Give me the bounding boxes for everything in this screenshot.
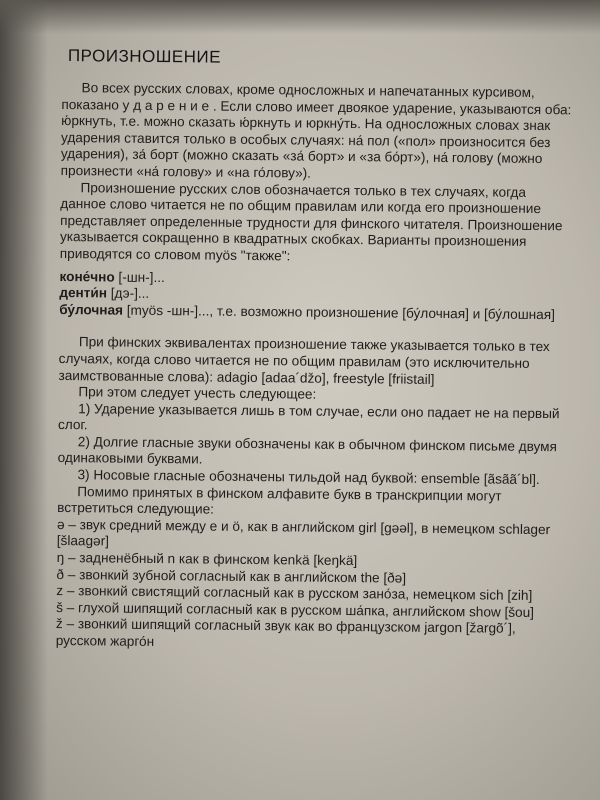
symbol-item: z – звонкий свистящий согласный как в русском зано́за, немецком sich [zih]	[56, 583, 533, 604]
paragraph-letters: Помимо принятых в финском алфавите букв в транскрипции могут встретиться следующие:	[57, 483, 502, 517]
paragraph-stress: Во всех русских словах, кроме односложных и напечатанных курсивом, показано у д а р е н и е . Если слово имеет двоякое ударение, указываются оба: ю́ркнуть, т.е. можно сказать ю́ркнуть и юркну́ть. На односложных словах знак ударения ставится только в особых случаях: на́ пол («пол» произносится без ударения), за́ борт (можно сказать «за́ борт» и «за бо́рт»), на́ голову (можно произнести «на́ голову» и «на го́лову»).	[60, 80, 572, 181]
rule-item: 2) Долгие гласные звуки обозначены как в обычном финском письме двумя одинаковыми буквами.	[57, 434, 558, 467]
example-entries	[59, 269, 571, 324]
section-heading: ПРОИЗНОШЕНИЕ	[67, 46, 222, 67]
symbol-item: ŋ – задненёбный n как в финском kenkä [keŋkä]	[56, 550, 358, 569]
entry-transcription: [myös -шн-]..., т.е. возможно произношение [бу́лочная] и [бу́лошная]	[122, 302, 555, 322]
symbol-item: ž – звонкий шипящий согласный звук как во французском jargon [žargõ´], русском жарго́н	[55, 616, 516, 649]
symbol-item: ð – звонкий зубной согласный как в английском the [ðə]	[56, 566, 407, 586]
text-block	[56, 46, 574, 655]
entry-transcription: [-шн-]...	[114, 269, 165, 285]
entry-word: бу́лочная	[59, 301, 124, 318]
paragraph-note: При этом следует учесть следующее:	[78, 384, 317, 402]
page-shadow-left	[0, 0, 48, 800]
entry-word: денти́н	[59, 285, 108, 301]
entry-word: коне́чно	[59, 268, 115, 285]
paragraph-finnish: При финских эквивалентах произношение также указывается только в тех случаях, когда слово читается не по общим правилам (это исключительно заимствованные слова): adagio [adaa´džo], freestyle [friistail]	[58, 334, 550, 387]
symbol-item: ə – звук средний между е и ö, как в английском girl [gəəl], в немецком schlager [šlaagər]	[56, 516, 551, 549]
symbol-item: š – глухой шипящий согласный как в русском ша́пка, английском show [šou]	[56, 599, 535, 620]
paragraph-pronunciation: Произношение русских слов обозначается только в тех случаях, когда данное слово читается не по общим правилам или когда его произношение представляет определенные трудности для финского читателя. Произношение указывается сокращенно в квадратных скобках. Варианты произношения приводятся со словом myös "также":	[59, 179, 563, 264]
rule-item: 1) Ударение указывается лишь в том случае, если оно падает не на первый слог.	[57, 400, 560, 433]
page-shadow-top	[0, 0, 600, 34]
rule-item: 3) Носовые гласные обозначены тильдой над буквой: ensemble [ãsãã´bl].	[77, 467, 540, 488]
entry-transcription: [дэ-]...	[106, 285, 150, 302]
